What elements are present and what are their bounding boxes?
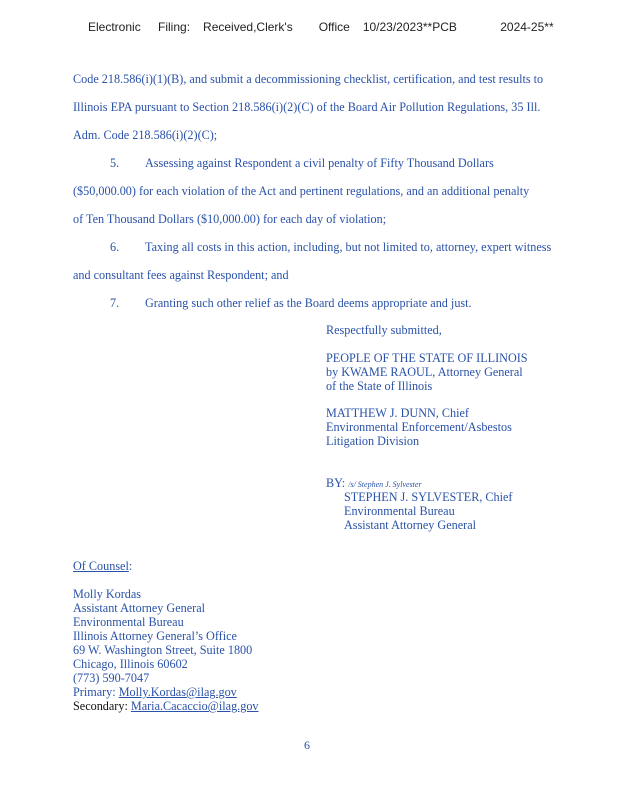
by-label: BY: xyxy=(326,476,346,490)
item-7-text: Granting such other relief as the Board deems appropriate and just. xyxy=(145,296,472,310)
body-line-1: Code 218.586(i)(1)(B), and submit a decommissioning checklist, certification, and test results to xyxy=(73,72,544,86)
signer-block xyxy=(344,490,513,532)
counsel-line: Molly Kordas xyxy=(73,587,142,601)
counsel-line: Illinois Attorney General’s Office xyxy=(73,629,237,643)
counsel-line: Environmental Bureau xyxy=(73,615,184,629)
counsel-line: 69 W. Washington Street, Suite 1800 xyxy=(73,643,253,657)
counsel-line: (773) 590-7047 xyxy=(73,671,150,685)
people-line-1: PEOPLE OF THE STATE OF ILLINOIS xyxy=(326,351,528,365)
body-line-3: Adm. Code 218.586(i)(2)(C); xyxy=(73,128,218,142)
of-counsel-heading xyxy=(73,559,132,573)
primary-label: Primary: xyxy=(73,685,119,699)
body-line-2: Illinois EPA pursuant to Section 218.586(i)(2)(C) of the Board Air Pollution Regulations, 35 Ill. xyxy=(73,100,541,114)
chief-line-1: MATTHEW J. DUNN, Chief xyxy=(326,406,469,420)
chief-line-3: Litigation Division xyxy=(326,434,420,448)
of-counsel-label: Of Counsel xyxy=(73,559,129,573)
people-block xyxy=(326,351,528,393)
secondary-label: Secondary: xyxy=(73,699,131,713)
chief-line-2: Environmental Enforcement/Asbestos xyxy=(326,420,512,434)
item-5-number: 5. xyxy=(110,156,120,170)
people-line-3: of the State of Illinois xyxy=(326,379,433,393)
item-6-continued-1: and consultant fees against Respondent; and xyxy=(73,268,289,282)
filing-stamp-header: Electronic Filing: Received,Clerk's Office 10/23/2023**PCB 2024-25** xyxy=(88,20,554,34)
counsel-line: Chicago, Illinois 60602 xyxy=(73,657,188,671)
signer-line-3: Assistant Attorney General xyxy=(344,518,477,532)
chief-block xyxy=(326,406,512,448)
counsel-block xyxy=(73,587,259,713)
counsel-line: Assistant Attorney General xyxy=(73,601,206,615)
item-5-continued-1: ($50,000.00) for each violation of the Act and pertinent regulations, and an additional penalty xyxy=(73,184,530,198)
item-7-number: 7. xyxy=(110,296,120,310)
item-5-text: Assessing against Respondent a civil penalty of Fifty Thousand Dollars xyxy=(145,156,494,170)
of-counsel-colon: : xyxy=(128,559,133,573)
people-line-2: by KWAME RAOUL, Attorney General xyxy=(326,365,523,379)
secondary-email-link[interactable]: Maria.Cacaccio@ilag.gov xyxy=(130,699,259,713)
secondary-email-line xyxy=(73,699,259,713)
page-number: 6 xyxy=(304,738,310,752)
item-6-number: 6. xyxy=(110,240,120,254)
signer-line-1: STEPHEN J. SYLVESTER, Chief xyxy=(344,490,513,504)
electronic-signature: /s/ Stephen J. Sylvester xyxy=(348,480,422,489)
primary-email-link[interactable]: Molly.Kordas@ilag.gov xyxy=(118,685,237,699)
primary-email-line xyxy=(73,685,259,699)
item-5-continued-2: of Ten Thousand Dollars ($10,000.00) for each day of violation; xyxy=(73,212,387,226)
item-6-text: Taxing all costs in this action, including, but not limited to, attorney, expert witness xyxy=(145,240,552,254)
closing-text: Respectfully submitted, xyxy=(326,323,442,337)
signer-line-2: Environmental Bureau xyxy=(344,504,455,518)
